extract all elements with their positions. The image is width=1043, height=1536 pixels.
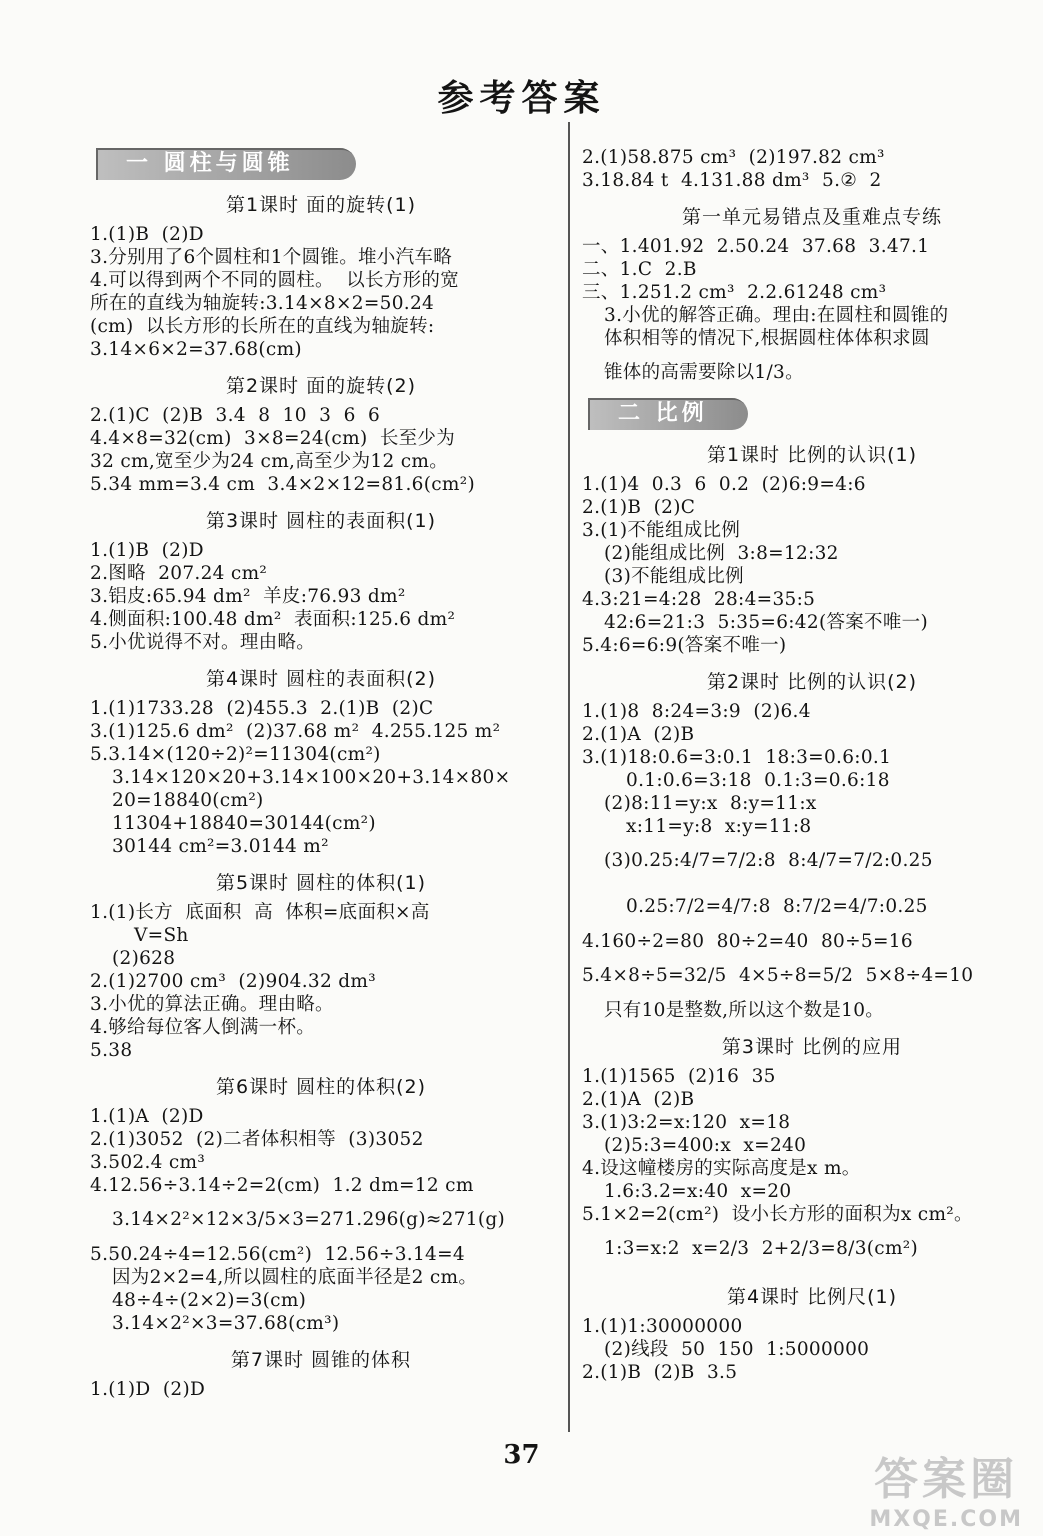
answer-line: 1.6:3.2=x:40 x=20 (604, 1181, 792, 1202)
answer-line: 32 cm,宽至少为24 cm,高至少为12 cm。 (90, 451, 449, 472)
lesson-heading: 第4课时 圆柱的表面积(2) (205, 668, 437, 690)
answer-line: 5.4:6=6:9(答案不唯一) (582, 635, 787, 656)
answer-line: 4.3:21=4:28 28:4=35:5 (582, 589, 816, 610)
answer-line: 3.小优的算法正确。理由略。 (90, 994, 334, 1015)
answer-line: x:11=y:8 x:y=11:8 (626, 816, 812, 837)
answer-line: 所在的直线为轴旋转:3.14×8×2=50.24 (90, 293, 435, 314)
unit-banner: 一 圆柱与圆锥 (96, 148, 356, 180)
lesson-heading: 第4课时 比例尺(1) (726, 1286, 898, 1308)
answer-line: 2.(1)A (2)B (582, 724, 695, 745)
answer-line: 2.(1)B (2)B 3.5 (582, 1362, 738, 1383)
lesson-heading: 第3课时 比例的应用 (721, 1036, 903, 1058)
answer-line: (2)8:11=y:x 8:y=11:x (604, 793, 817, 814)
answer-line: 2.(1)C (2)B 3.4 8 10 3 6 6 (90, 405, 381, 426)
lesson-heading: 第1课时 面的旋转(1) (225, 194, 417, 216)
answer-line: 1.(1)B (2)D (90, 224, 204, 245)
answer-line: 三、1.251.2 cm³ 2.2.61248 cm³ (582, 282, 887, 303)
answer-line: 3.14×6×2=37.68(cm) (90, 339, 302, 360)
answer-line: 4.160÷2=80 80÷2=40 80÷5=16 (582, 931, 913, 952)
answer-line: 5.4×8÷5=32/5 4×5÷8=5/2 5×8÷4=10 (582, 965, 974, 986)
answer-line: (3)0.25:4/7=7/2:8 8:4/7=7/2:0.25 (604, 850, 933, 871)
answer-line: 3.14×120×20+3.14×100×20+3.14×80× (112, 767, 511, 788)
answer-line: 因为2×2=4,所以圆柱的底面半径是2 cm。 (112, 1267, 478, 1288)
right-column (582, 146, 1042, 1384)
answer-line: 5.38 (90, 1040, 133, 1061)
answer-line: 4.设这幢楼房的实际高度是x m。 (582, 1158, 861, 1179)
answer-line: 42:6=21:3 5:35=6:42(答案不唯一) (604, 612, 928, 633)
answer-line: 1:3=x:2 x=2/3 2+2/3=8/3(cm²) (604, 1238, 919, 1259)
answer-line: 2.(1)3052 (2)二者体积相等 (3)3052 (90, 1129, 424, 1150)
answer-line: 3.502.4 cm³ (90, 1152, 206, 1173)
page-number: 37 (503, 1440, 540, 1470)
answer-line: 1.(1)1:30000000 (582, 1316, 743, 1337)
answer-line: 20=18840(cm²) (112, 790, 264, 811)
answer-line: 1.(1)4 0.3 6 0.2 (2)6:9=4:6 (582, 474, 866, 495)
answer-line: 1.(1)8 8:24=3:9 (2)6.4 (582, 701, 811, 722)
answer-line: 4.4×8=32(cm) 3×8=24(cm) 长至少为 (90, 428, 456, 449)
answer-line: 3.14×2²×12×3/5×3=271.296(g)≈271(g) (112, 1209, 506, 1230)
answer-line: 0.1:0.6=3:18 0.1:3=0.6:18 (626, 770, 890, 791)
answer-line: 5.1×2=2(cm²) 设小长方形的面积为x cm²。 (582, 1204, 973, 1225)
answer-line: 只有10是整数,所以这个数是10。 (604, 1000, 885, 1021)
answer-line: 3.(1)125.6 dm² (2)37.68 m² 4.255.125 m² (90, 721, 501, 742)
watermark-url: MXQE.COM (869, 1507, 1023, 1532)
answer-line: 1.(1)长方 底面积 高 体积=底面积×高 (90, 902, 430, 923)
answer-line: 4.12.56÷3.14÷2=2(cm) 1.2 dm=12 cm (90, 1175, 474, 1196)
lesson-heading: 第5课时 圆柱的体积(1) (215, 872, 427, 894)
answer-line: 48÷4÷(2×2)=3(cm) (112, 1290, 307, 1311)
answer-line: 3.铝皮:65.94 dm² 羊皮:76.93 dm² (90, 586, 406, 607)
watermark (869, 1443, 1023, 1532)
answer-line: 3.14×2²×3=37.68(cm³) (112, 1313, 340, 1334)
answer-line: V=Sh (134, 925, 189, 946)
left-column (90, 146, 552, 1401)
answer-line: 二、1.C 2.B (582, 259, 697, 280)
lesson-heading: 第6课时 圆柱的体积(2) (215, 1076, 427, 1098)
page-title: 参考答案 (437, 77, 606, 119)
answer-line: 2.(1)2700 cm³ (2)904.32 dm³ (90, 971, 376, 992)
answer-line: 0.25:7/2=4/7:8 8:7/2=4/7:0.25 (626, 896, 928, 917)
answer-line: (2)能组成比例 3:8=12:32 (604, 543, 839, 564)
watermark-text: 答案圈 (874, 1454, 1019, 1505)
lesson-heading: 第3课时 圆柱的表面积(1) (205, 510, 437, 532)
lesson-heading: 第2课时 面的旋转(2) (225, 375, 417, 397)
answer-line: 4.够给每位客人倒满一杯。 (90, 1017, 316, 1038)
answer-line: (2)线段 50 150 1:5000000 (604, 1339, 870, 1360)
answer-line: 一、1.401.92 2.50.24 37.68 3.47.1 (582, 236, 930, 257)
answer-line: (cm) 以长方形的长所在的直线为轴旋转: (90, 316, 435, 337)
answer-line: 1.(1)A (2)D (90, 1106, 204, 1127)
answer-line: 3.(1)不能组成比例 (582, 520, 741, 541)
answer-line: 2.(1)58.875 cm³ (2)197.82 cm³ (582, 147, 885, 168)
answer-line: 1.(1)1565 (2)16 35 (582, 1066, 776, 1087)
answer-line: 1.(1)B (2)D (90, 540, 204, 561)
column-divider (568, 122, 570, 1432)
answer-line: 3.分别用了6个圆柱和1个圆锥。堆小汽车略 (90, 247, 452, 268)
answer-line: 锥体的高需要除以1/3。 (604, 362, 804, 383)
answer-line: (2)5:3=400:x x=240 (604, 1135, 807, 1156)
answer-line: (2)628 (112, 948, 176, 969)
answer-line: 5.34 mm=3.4 cm 3.4×2×12=81.6(cm²) (90, 474, 476, 495)
lesson-heading: 第一单元易错点及重难点专练 (681, 206, 942, 228)
answer-line: (3)不能组成比例 (604, 566, 744, 587)
answer-line: 体积相等的情况下,根据圆柱体体积求圆 (604, 328, 930, 349)
answer-line: 5.3.14×(120÷2)²=11304(cm²) (90, 744, 381, 765)
answer-line: 30144 cm²=3.0144 m² (112, 836, 329, 857)
answer-line: 5.50.24÷4=12.56(cm²) 12.56÷3.14=4 (90, 1244, 465, 1265)
lesson-heading: 第7课时 圆锥的体积 (230, 1349, 412, 1371)
lesson-heading: 第1课时 比例的认识(1) (706, 444, 918, 466)
answer-line: 1.(1)1733.28 (2)455.3 2.(1)B (2)C (90, 698, 434, 719)
lesson-heading: 第2课时 比例的认识(2) (706, 671, 918, 693)
answer-line: 3.(1)3:2=x:120 x=18 (582, 1112, 791, 1133)
answer-line: 4.可以得到两个不同的圆柱。 以长方形的宽 (90, 270, 460, 291)
answer-line: 5.小优说得不对。理由略。 (90, 632, 316, 653)
answer-line: 11304+18840=30144(cm²) (112, 813, 376, 834)
unit-banner: 二 比例 (588, 398, 748, 430)
answer-line: 3.小优的解答正确。理由:在圆柱和圆锥的 (604, 305, 949, 326)
answer-line: 1.(1)D (2)D (90, 1379, 206, 1400)
answer-line: 2.(1)A (2)B (582, 1089, 695, 1110)
answer-line: 2.图略 207.24 cm² (90, 563, 268, 584)
answer-line: 4.侧面积:100.48 dm² 表面积:125.6 dm² (90, 609, 456, 630)
answer-line: 2.(1)B (2)C (582, 497, 696, 518)
answer-line: 3.(1)18:0.6=3:0.1 18:3=0.6:0.1 (582, 747, 892, 768)
answer-line: 3.18.84 t 4.131.88 dm³ 5.② 2 (582, 170, 882, 191)
